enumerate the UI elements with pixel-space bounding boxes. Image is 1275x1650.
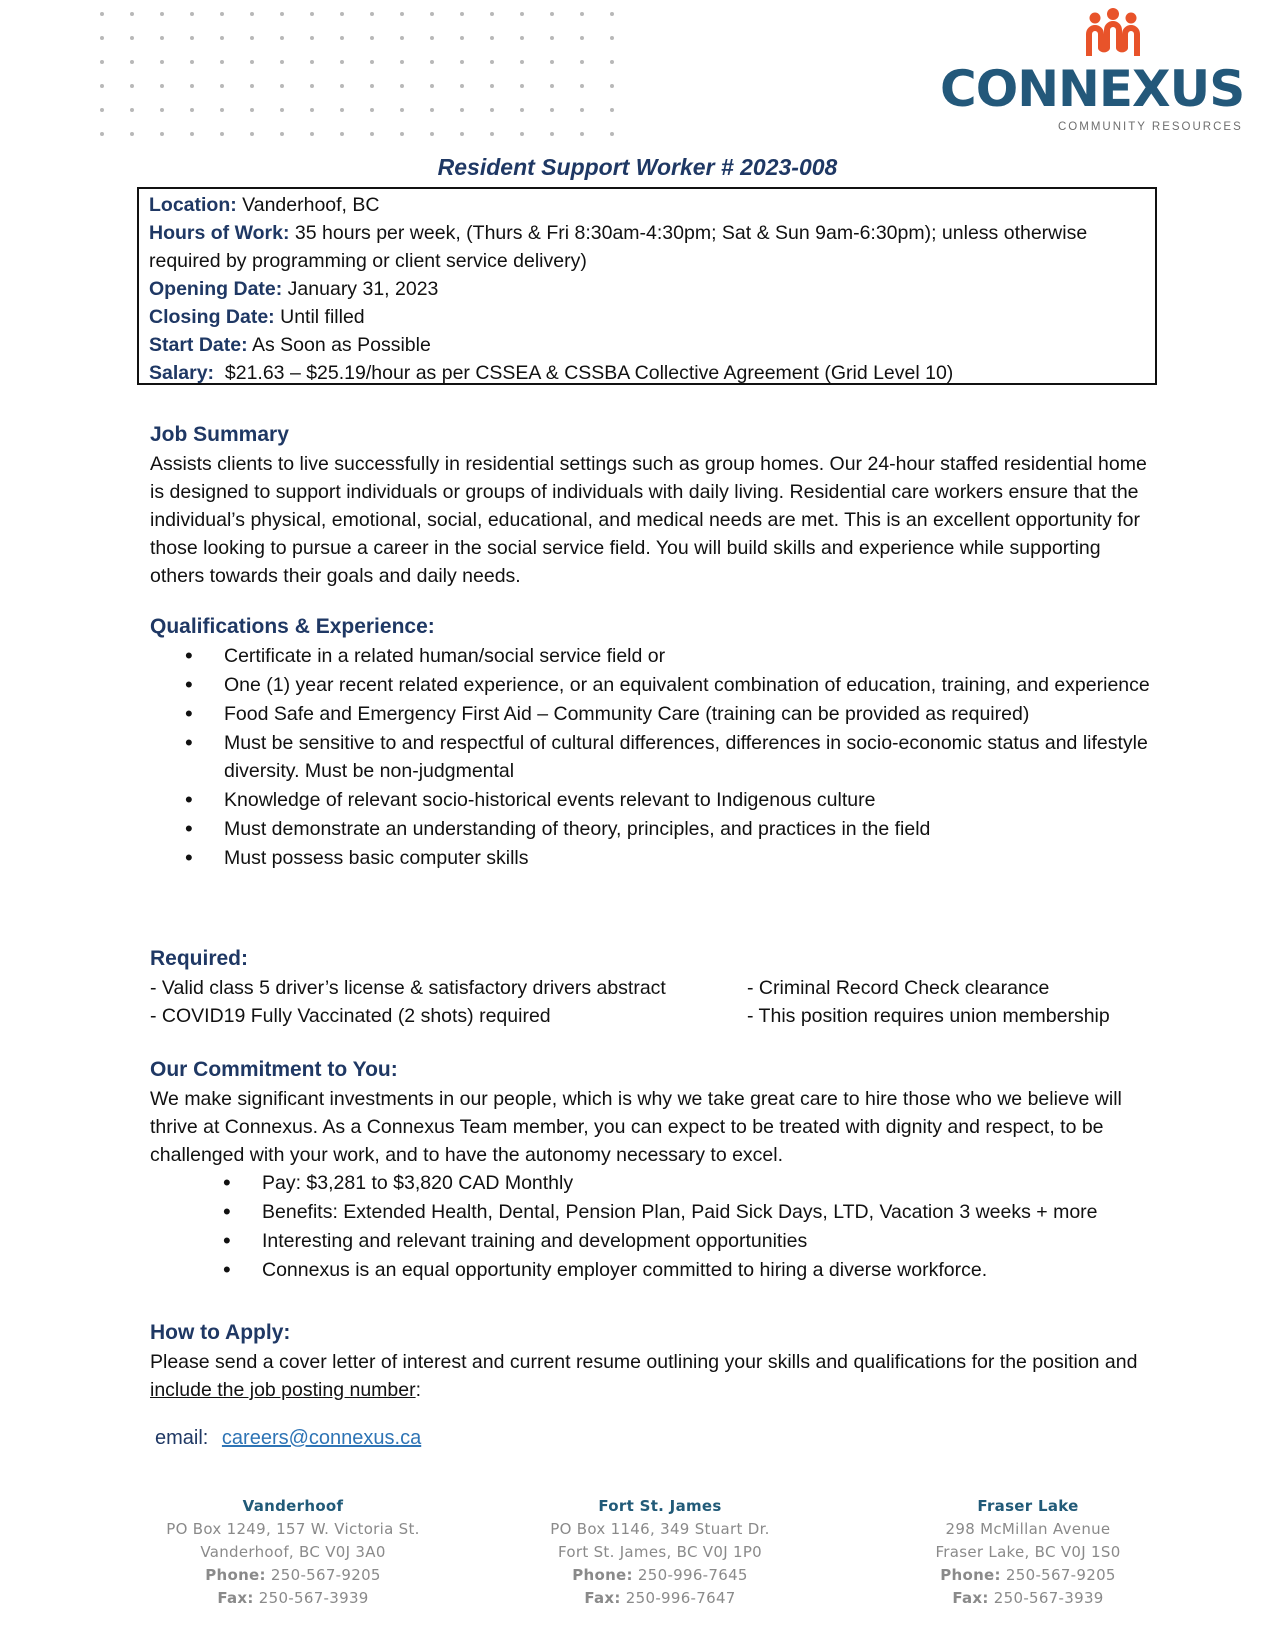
detail-salary: Salary: $21.63 – $25.19/hour as per CSSEA & CSSBA Collective Agreement (Grid Level 10)	[149, 362, 954, 384]
list-item: • Interesting and relevant training and development opportunities	[150, 1227, 1150, 1255]
dot	[310, 12, 314, 16]
decorative-dot-grid	[100, 8, 630, 138]
dot	[460, 12, 464, 16]
apply-section	[150, 1318, 1150, 1404]
list-item: • Connexus is an equal opportunity employer committed to hiring a diverse workforce.	[150, 1256, 1150, 1284]
dot	[580, 132, 584, 136]
dot	[220, 36, 224, 40]
list-item: • Knowledge of relevant socio-historical events relevant to Indigenous culture	[150, 786, 1150, 814]
commitment-text: We make significant investments in our people, which is why we take great care to hire those who we believe will thrive at Connexus. As a Connexus Team member, you can expect to be treated with dignity and respect, to be challenged with your work, and to have the autonomy necessary to excel.	[150, 1088, 1122, 1166]
dot	[400, 12, 404, 16]
dot	[310, 132, 314, 136]
list-item: • Must be sensitive to and respectful of cultural differences, differences in socio-economic status and lifestyle diversity. Must be non-judgmental	[150, 729, 1150, 785]
dot	[340, 60, 344, 64]
dot	[100, 108, 104, 112]
dot	[280, 60, 284, 64]
dot	[280, 132, 284, 136]
dot	[370, 12, 374, 16]
dot	[400, 84, 404, 88]
list-item: • Must demonstrate an understanding of theory, principles, and practices in the field	[150, 815, 1150, 843]
dot	[430, 60, 434, 64]
detail-location: Location: Vanderhoof, BC	[149, 194, 380, 216]
office-fraser-lake: Fraser Lake 298 McMillan Avenue Fraser Lake, BC V0J 1S0 Phone: 250-567-9205 Fax: 250-567-3939	[935, 1497, 1121, 1607]
job-summary-section	[150, 420, 1150, 590]
dot	[160, 108, 164, 112]
list-item: - This position requires union membership	[747, 1005, 1110, 1027]
dot	[430, 36, 434, 40]
dot	[310, 108, 314, 112]
dot	[490, 132, 494, 136]
qualifications-heading: Qualifications & Experience:	[150, 615, 435, 638]
qualifications-section	[150, 612, 1150, 873]
dot	[460, 132, 464, 136]
list-item: • Benefits: Extended Health, Dental, Pension Plan, Paid Sick Days, LTD, Vacation 3 weeks + more	[150, 1198, 1150, 1226]
detail-hours: Hours of Work: 35 hours per week, (Thurs & Fri 8:30am-4:30pm; Sat & Sun 9am-6:30pm); unless otherwise required by programming or client service delivery)	[149, 222, 1088, 272]
list-item: • Certificate in a related human/social service field or	[150, 642, 1150, 670]
dot	[430, 132, 434, 136]
dot	[130, 60, 134, 64]
required-list	[150, 974, 1150, 1030]
dot	[190, 108, 194, 112]
dot	[340, 108, 344, 112]
dot	[610, 60, 614, 64]
dot	[610, 12, 614, 16]
dot	[100, 60, 104, 64]
dot	[400, 60, 404, 64]
dot	[490, 60, 494, 64]
dot	[130, 36, 134, 40]
dot	[160, 36, 164, 40]
people-icon	[1083, 8, 1143, 60]
job-details-box	[137, 187, 1157, 385]
dot	[100, 12, 104, 16]
list-item: • Pay: $3,281 to $3,820 CAD Monthly	[150, 1169, 1150, 1197]
dot	[220, 12, 224, 16]
dot	[430, 108, 434, 112]
dot	[130, 12, 134, 16]
dot	[130, 84, 134, 88]
job-summary-heading: Job Summary	[150, 423, 289, 446]
detail-closing-date: Closing Date: Until filled	[149, 306, 365, 328]
dot	[340, 132, 344, 136]
dot	[610, 132, 614, 136]
dot	[460, 36, 464, 40]
dot	[220, 84, 224, 88]
dot	[400, 108, 404, 112]
dot	[280, 36, 284, 40]
dot	[580, 60, 584, 64]
dot	[160, 132, 164, 136]
dot	[160, 84, 164, 88]
dot	[550, 108, 554, 112]
qualifications-list	[150, 642, 1150, 872]
dot	[280, 12, 284, 16]
office-vanderhoof: Vanderhoof PO Box 1249, 157 W. Victoria St. Vanderhoof, BC V0J 3A0 Phone: 250-567-9205 Fax: 250-567-3939	[166, 1497, 420, 1607]
apply-heading: How to Apply:	[150, 1321, 291, 1344]
dot	[280, 84, 284, 88]
dot	[310, 60, 314, 64]
email-link[interactable]: careers@connexus.ca	[221, 1427, 422, 1449]
dot	[190, 12, 194, 16]
commitment-section	[150, 1055, 1150, 1285]
list-item: • One (1) year recent related experience, or an equivalent combination of education, training, and experience	[150, 671, 1150, 699]
dot	[190, 60, 194, 64]
dot	[160, 12, 164, 16]
dot	[490, 108, 494, 112]
logo-wordmark: CONNEXUS	[940, 60, 1245, 118]
dot	[490, 84, 494, 88]
dot	[250, 36, 254, 40]
job-summary-text: Assists clients to live successfully in residential settings such as group homes. Our 24-hour staffed residential home is designed to support individuals or groups of individuals with daily living. Residential care workers ensure that the individual’s physical, emotional, social, educational, and medical needs are met. This is an excellent opportunity for those looking to pursue a career in the social service field. You will build skills and experience while supporting others towards their goals and daily needs.	[150, 453, 1147, 587]
dot	[280, 108, 284, 112]
required-section	[150, 944, 1150, 1030]
email-line	[155, 1427, 421, 1450]
dot	[490, 36, 494, 40]
dot	[190, 36, 194, 40]
dot	[100, 36, 104, 40]
dot	[220, 60, 224, 64]
dot	[460, 84, 464, 88]
dot	[370, 36, 374, 40]
dot	[550, 132, 554, 136]
dot	[550, 36, 554, 40]
detail-start-date: Start Date: As Soon as Possible	[149, 334, 431, 356]
dot	[100, 132, 104, 136]
connexus-logo	[940, 8, 1260, 133]
commitment-heading: Our Commitment to You:	[150, 1058, 398, 1081]
dot	[340, 84, 344, 88]
dot	[580, 36, 584, 40]
dot	[250, 84, 254, 88]
job-title: Resident Support Worker # 2023-008	[437, 154, 838, 180]
dot	[550, 12, 554, 16]
dot	[220, 132, 224, 136]
dot	[520, 12, 524, 16]
dot	[610, 36, 614, 40]
dot	[310, 84, 314, 88]
dot	[370, 108, 374, 112]
list-item: - Valid class 5 driver’s license & satisfactory drivers abstract	[150, 977, 666, 999]
dot	[250, 12, 254, 16]
dot	[250, 132, 254, 136]
dot	[580, 84, 584, 88]
dot	[460, 108, 464, 112]
dot	[370, 84, 374, 88]
dot	[520, 108, 524, 112]
dot	[130, 108, 134, 112]
dot	[550, 84, 554, 88]
dot	[520, 132, 524, 136]
dot	[340, 36, 344, 40]
dot	[460, 60, 464, 64]
list-item: • Must possess basic computer skills	[150, 844, 1150, 872]
dot	[250, 108, 254, 112]
dot	[430, 12, 434, 16]
detail-opening-date: Opening Date: January 31, 2023	[149, 278, 439, 300]
dot	[250, 60, 254, 64]
list-item: • Food Safe and Emergency First Aid – Community Care (training can be provided as required)	[150, 700, 1150, 728]
dot	[400, 36, 404, 40]
dot	[580, 108, 584, 112]
dot	[400, 132, 404, 136]
list-item: - Criminal Record Check clearance	[747, 977, 1050, 999]
list-item: - COVID19 Fully Vaccinated (2 shots) required	[150, 1005, 551, 1027]
dot	[160, 60, 164, 64]
dot	[310, 36, 314, 40]
dot	[430, 84, 434, 88]
apply-text: Please send a cover letter of interest and current resume outlining your skills and qualifications for the position and include the job posting number:	[150, 1351, 1138, 1401]
dot	[100, 84, 104, 88]
required-heading: Required:	[150, 947, 249, 970]
dot	[490, 12, 494, 16]
email-label: email:	[155, 1427, 209, 1449]
logo-tagline: COMMUNITY RESOURCES	[1058, 121, 1243, 133]
dot	[610, 84, 614, 88]
dot	[370, 132, 374, 136]
dot	[220, 108, 224, 112]
dot	[520, 36, 524, 40]
dot	[520, 60, 524, 64]
office-fort-st-james: Fort St. James PO Box 1146, 349 Stuart Dr. Fort St. James, BC V0J 1P0 Phone: 250-996-7645 Fax: 250-996-7647	[550, 1497, 770, 1607]
dot	[130, 132, 134, 136]
commitment-list	[150, 1169, 1150, 1284]
dot	[190, 132, 194, 136]
dot	[520, 84, 524, 88]
dot	[550, 60, 554, 64]
dot	[580, 12, 584, 16]
dot	[610, 108, 614, 112]
dot	[340, 12, 344, 16]
dot	[370, 60, 374, 64]
dot	[190, 84, 194, 88]
